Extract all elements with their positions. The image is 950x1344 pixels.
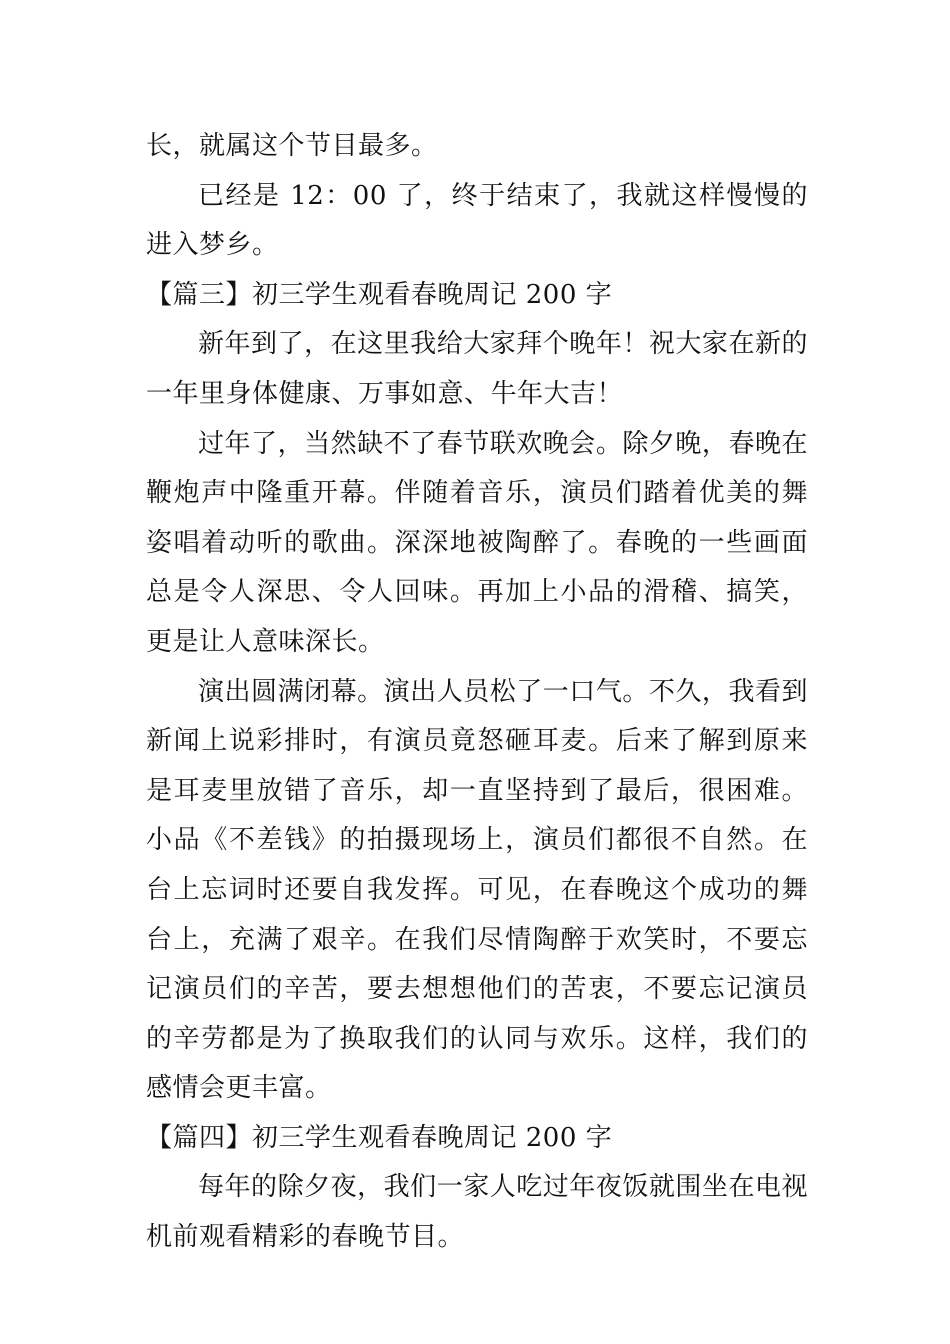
paragraph: 新年到了，在这里我给大家拜个晚年！祝大家在新的一年里身体健康、万事如意、牛年大吉！	[146, 329, 808, 409]
section-heading-part-three: 【篇三】初三学生观看春晚周记 200 字	[146, 279, 613, 310]
paragraph: 演出圆满闭幕。演出人员松了一口气。不久，我看到新闻上说彩排时，有演员竟怒砸耳麦。后来了解到原来是耳麦里放错了音乐，却一直坚持到了最后，很困难。小品《不差钱》的拍摄现场上，演员们都很不自然。在台上忘词时还要自我发挥。可见，在春晚这个成功的舞台上，充满了艰辛。在我们尽情陶醉于欢笑时，不要忘记演员们的辛苦，要去想想他们的苦衷，不要忘记演员的辛劳都是为了换取我们的认同与欢乐。这样，我们的感情会更丰富。	[146, 676, 808, 1104]
paragraph: 每年的除夕夜，我们一家人吃过年夜饭就围坐在电视机前观看精彩的春晚节目。	[146, 1172, 808, 1253]
section-heading-part-four: 【篇四】初三学生观看春晚周记 200 字	[146, 1122, 613, 1153]
paragraph-continued: 长，就属这个节目最多。	[146, 131, 438, 161]
document-body	[146, 122, 808, 1263]
paragraph: 过年了，当然缺不了春节联欢晚会。除夕晚，春晚在鞭炮声中隆重开幕。伴随着音乐，演员们踏着优美的舞姿唱着动听的歌曲。深深地被陶醉了。春晚的一些画面总是令人深思、令人回味。再加上小品的滑稽、搞笑，更是让人意味深长。	[146, 428, 808, 657]
paragraph: 已经是 12：00 了，终于结束了，我就这样慢慢的进入梦乡。	[146, 180, 808, 261]
